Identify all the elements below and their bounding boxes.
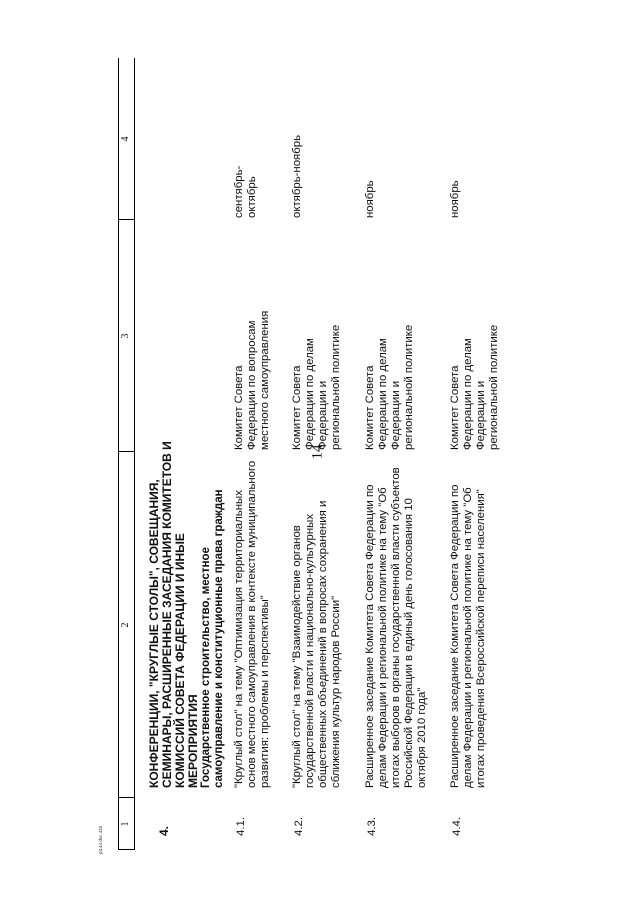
row-date: октябрь-ноябрь <box>291 134 303 218</box>
section-subtitle: Государственное строительство, местное самоуправление и конституционные права граждан <box>200 489 225 788</box>
rotated-table <box>118 58 508 850</box>
page-number: 14 <box>309 444 326 460</box>
col-header-4: 4 <box>120 136 131 142</box>
header-bottom-border <box>134 58 135 850</box>
row-responsible: Комитет Совета Федерации по делам Федерации и региональной политике <box>364 324 415 450</box>
row-responsible: Комитет Совета Федерации по делам Федерации и региональной политике <box>449 324 500 450</box>
row-number: 4.4. <box>451 817 463 836</box>
row-event: Расширенное заседание Комитета Совета Федерации по делам Федерации и региональной политике на тему "Об итогах выборов в органы государственной власти субъектов Российской Федерации в единый день голосования 10 октября 2010 года" <box>364 467 428 788</box>
row-event: "Круглый стол" на тему "Оптимизация территориальных основ местного самоуправления в контексте муниципального развития: проблемы и перспективы" <box>233 460 271 788</box>
row-responsible: Комитет Совета Федерации по делам Федерации и региональной политике <box>291 324 342 450</box>
footer-code: pi144 doc 445 <box>98 825 103 854</box>
section-title: КОНФЕРЕНЦИИ, "КРУГЛЫЕ СТОЛЫ", СОВЕЩАНИЯ, СЕМИНАРЫ, РАСШИРЕННЫЕ ЗАСЕДАНИЯ КОМИТЕТОВ И КОМИССИЙ СОВЕТА ФЕДЕРАЦИИ И ИНЫЕ МЕРОПРИЯТИЯ <box>147 441 200 788</box>
row-number: 4.2. <box>293 817 305 836</box>
col-header-1: 1 <box>118 797 134 850</box>
col-header-3: 3 <box>118 219 134 452</box>
row-event: Расширенное заседание Комитета Совета Федерации по делам Федерации и региональной политике на тему "Об итогах проведения Всероссийской переписи населения" <box>449 484 487 788</box>
row-date: сентябрь-октябрь <box>233 165 258 218</box>
row-number: 4.1. <box>235 817 247 836</box>
row-number: 4.3. <box>366 817 378 836</box>
section-number: 4. <box>157 825 171 836</box>
row-date: ноябрь <box>364 180 376 218</box>
row-date: ноябрь <box>449 180 461 218</box>
col-header-2: 2 <box>118 451 134 798</box>
row-responsible: Комитет Совета Федерации по вопросам местного самоуправления <box>233 310 271 450</box>
row-event: "Круглый стол" на тему "Взаимодействие органов государственной власти и национально-культурных общественных объединений в вопросах сохранения и сближения культур народов России" <box>291 500 342 788</box>
